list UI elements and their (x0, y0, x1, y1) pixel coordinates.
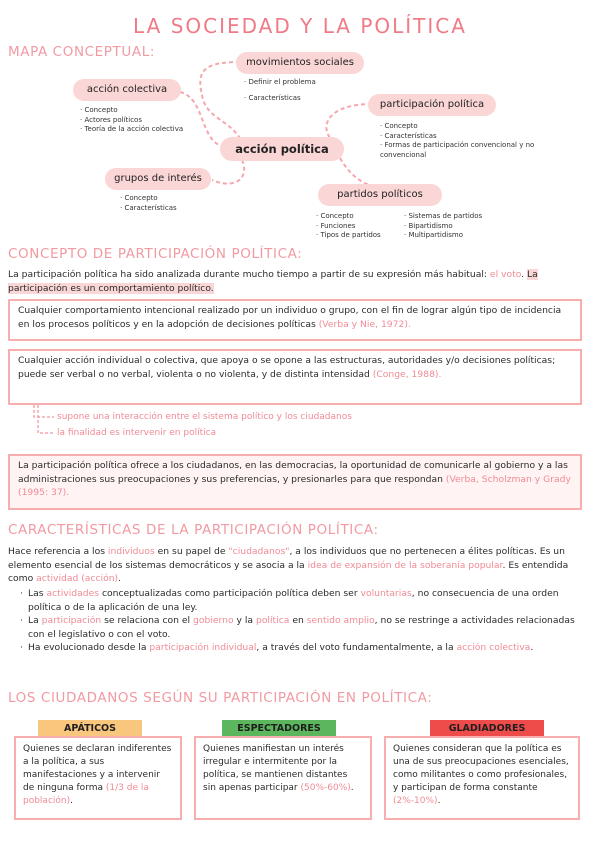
list-item: · Formas de participación convencional y no convencional (380, 141, 565, 160)
definition-text: Cualquier comportamiento intencional realizado por un individuo o grupo, con el fin de lograr algún tipo de incidencia en los procesos políticos y en la adopción de decisiones políticas (18, 305, 562, 330)
list-participacion-politica (380, 122, 565, 160)
definition-text: Cualquier acción individual o colectiva, que apoya o se opone a las estructuras, autoridades y/o decisiones políticas; puede ser verbal o no verbal, violenta o no violenta, y de distinta intensidad (18, 355, 556, 380)
list-item: · Sistemas de partidos (404, 212, 514, 222)
list-item: · Ha evolucionado desde la participación individual, a través del voto fundamentalmente, a la acción colectiva. (20, 642, 534, 653)
list-accion-colectiva (80, 106, 190, 135)
card-percentage: (1/3 de la población) (23, 783, 149, 806)
highlight: "ciudadanos" (228, 546, 290, 557)
card-apaticos: Quienes se declaran indiferentes a la política, a sus manifestaciones y a intervenir de ninguna forma (1/3 de la población). (14, 736, 182, 820)
definition-citation: (Verba, Scholzman y Grady (1995: 37). (18, 473, 571, 498)
node-participacion-politica: participación política (368, 94, 496, 116)
list-item: · Concepto (80, 106, 190, 116)
intro-text: La participación política ha sido analizada durante mucho tiempo a partir de su expresión más habitual: (8, 269, 487, 280)
definition-text: La participación política ofrece a los ciudadanos, en las democracias, la oportunidad de comunicarle al gobierno y a las administraciones sus preocupaciones y sus preferencias, y presionarles para que respondan (18, 460, 568, 485)
text: en su papel de (157, 546, 226, 557)
list-item: · Características (244, 94, 364, 104)
list-item: · Concepto (120, 194, 220, 204)
page-title: LA SOCIEDAD Y LA POLÍTICA (133, 14, 467, 38)
list-item: · Teoría de la acción colectiva (80, 125, 190, 135)
text: Hace referencia a los (8, 546, 105, 557)
list-item: · La participación se relaciona con el gobierno y la política en sentido amplio, no se restringe a actividades relacionadas con el legislativo o con el voto. (20, 615, 575, 640)
note-interaccion: supone una interacción entre el sistema político y los ciudadanos (57, 412, 352, 422)
card-percentage: (2%-10%) (393, 796, 438, 806)
list-item: · Actores políticos (80, 116, 190, 126)
concepto-intro (8, 268, 593, 295)
list-item: · Funciones (316, 222, 406, 232)
intro-highlight: el voto (489, 269, 522, 280)
caracteristicas-list (20, 587, 588, 655)
card-text: Quienes se declaran indiferentes a la política, a sus manifestaciones y a intervenir de ninguna forma (23, 744, 172, 793)
text: . (118, 573, 122, 584)
list-item: · Bipartidismo (404, 222, 514, 232)
label-apaticos: APÁTICOS (38, 720, 142, 738)
list-grupos-interes (120, 194, 220, 213)
card-text: Quienes consideran que la política es una de sus preocupaciones esenciales, como militantes o como profesionales, y participan de forma constante (393, 744, 569, 793)
text: , a los individuos que no pertenecen a élites políticas. Es un elemento esencial de los sistemas democráticos y se asocia a la (8, 546, 565, 571)
text: . Es entendida como (8, 559, 569, 584)
section-heading-mapa: MAPA CONCEPTUAL: (8, 44, 155, 60)
label-gladiadores: GLADIADORES (430, 720, 544, 738)
list-item: · Multipartidismo (404, 231, 514, 241)
label-espectadores: ESPECTADORES (222, 720, 336, 738)
note-finalidad: la finalidad es intervenir en política (57, 428, 217, 438)
section-heading-concepto: CONCEPTO DE PARTICIPACIÓN POLÍTICA: (8, 246, 303, 262)
definition-box-verba-nie (8, 299, 582, 341)
caracteristicas-paragraph (8, 545, 593, 586)
definition-box-verba-scholzman (8, 454, 582, 510)
definition-box-conge (8, 349, 582, 405)
list-item: · Concepto (316, 212, 406, 222)
card-espectadores: Quienes manifiestan un interés irregular e intermitente por la política, se mantienen distantes sin apenas participar (50%-60%). (194, 736, 372, 820)
definition-citation: (Conge, 1988). (372, 368, 442, 380)
list-item: · Características (380, 132, 565, 142)
intro-highlighted-sentence: La participación es un comportamiento político. (8, 269, 538, 294)
node-partidos-politicos: partidos políticos (318, 184, 442, 206)
list-movimientos-sociales (244, 78, 364, 103)
card-gladiadores: Quienes consideran que la política es una de sus preocupaciones esenciales, como militantes o como profesionales, y participan de forma constante (2%-10%). (384, 736, 580, 820)
section-heading-ciudadanos: LOS CIUDADANOS SEGÚN SU PARTICIPACIÓN EN POLÍTICA: (8, 690, 433, 706)
card-percentage: (50%-60%) (300, 783, 351, 793)
node-grupos-interes: grupos de interés (105, 168, 211, 190)
list-item: · Características (120, 204, 220, 214)
list-item: · Tipos de partidos (316, 231, 406, 241)
card-text: Quienes manifiestan un interés irregular e intermitente por la política, se mantienen distantes sin apenas participar (203, 744, 348, 793)
highlight: actividad (acción) (36, 573, 119, 584)
highlight: idea de expansión de la soberanía popular (307, 559, 503, 571)
definition-citation: (Verba y Nie, 1972). (318, 318, 411, 330)
list-item: · Las actividades conceptualizadas como participación política deben ser voluntarias, no consecuencia de una orden política o de la aplicación de una ley. (20, 588, 559, 613)
section-heading-caracteristicas: CARACTERÍSTICAS DE LA PARTICIPACIÓN POLÍTICA: (8, 522, 379, 538)
highlight: individuos (107, 546, 155, 557)
list-item: · Concepto (380, 122, 565, 132)
node-accion-colectiva: acción colectiva (73, 79, 181, 101)
intro-text-end: . (521, 269, 525, 280)
note-connector-lines (30, 403, 60, 443)
list-partidos-left (316, 212, 406, 241)
node-movimientos-sociales: movimientos sociales (236, 52, 364, 74)
node-accion-politica: acción política (220, 137, 344, 161)
list-partidos-right (404, 212, 514, 241)
list-item: · Definir el problema (244, 78, 364, 88)
